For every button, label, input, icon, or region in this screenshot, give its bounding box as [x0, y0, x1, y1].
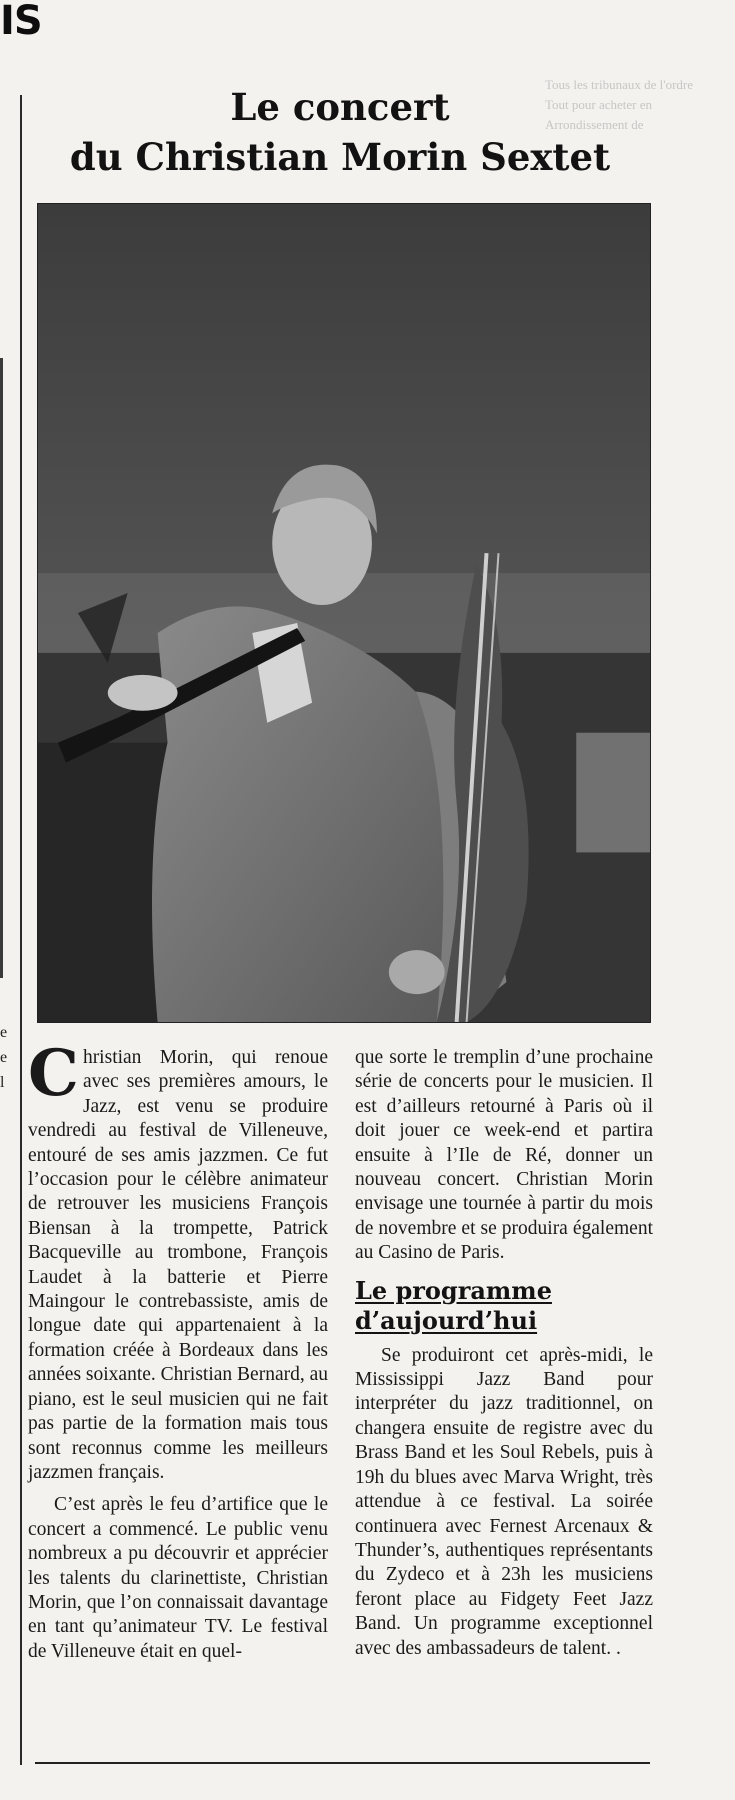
bleed-line: Tous les tribunaux de l'ordre: [545, 77, 694, 92]
margin-letter: l: [0, 1074, 5, 1091]
paragraph-text: hristian Morin, qui renoue avec ses premières amours, le Jazz, est venu se produire vendredi au festival de Villeneuve, entouré de ses amis jazzmen. Ce fut l’occasion pour le célèbre animateur de retrouver les musiciens François Biensan à la trompette, Patrick Bacqueville au trombone, François Laudet à la batterie et Pierre Maingour le contrebassiste, amis de longue date qui appartenaient à la formation créée à Bordeaux dans les années soixante. Christian Bernard, au piano, est le seul musicien qui ne fait pas partie de la formation mais tous sont reconnus comme les meilleurs jazzmen français.: [28, 1047, 328, 1483]
article-paragraph: [28, 1036, 328, 1485]
bleed-line: Tout pour acheter en: [545, 97, 653, 112]
concert-photo-image: [38, 204, 650, 1022]
article-paragraph: que sorte le tremplin d’une prochaine série de concerts pour le musicien. Il est d’ailleurs retourné à Paris où il doit jouer ce week-end et partira ensuite à l’Ile de Ré, donner un nouveau concert. Christian Morin envisage une tournée à partir du mois de novembre et se produira également au Casino de Paris.: [355, 1047, 653, 1264]
headline-line-1: Le concert: [230, 85, 450, 129]
concert-photo: [37, 203, 651, 1023]
adjacent-article-edge: [0, 358, 3, 978]
subheading-line-2: d’aujourd’hui: [355, 1305, 538, 1335]
adjacent-column-letters: [0, 1020, 6, 1095]
bottom-rule: [35, 1762, 650, 1764]
page-corner-fragment: IS: [0, 0, 42, 42]
margin-letter: e: [0, 1049, 8, 1066]
margin-letter: e: [0, 1024, 8, 1041]
column-rule-left: [20, 95, 22, 1765]
article-paragraph: C’est après le feu d’artifice que le concert a commencé. Le public venu nombreux a pu découvrir et apprécier les talents du clarinettiste, Christian Morin, que l’on connaissait davantage en tant qu’animateur TV. Le festival de Villeneuve était en quel-: [28, 1494, 328, 1662]
subheading-line-1: Le programme: [355, 1275, 552, 1305]
article-headline: [40, 82, 640, 182]
program-subheading: [355, 1276, 653, 1336]
program-paragraph: Se produiront cet après-midi, le Mississippi Jazz Band pour interpréter du jazz traditionnel, on changera ensuite de registre avec du Brass Band et les Soul Rebels, puis à 19h du blues avec Marva Wright, très attendue à ce festival. La soirée continuera avec Fernest Arcenaux & Thunder’s, authentiques représentants du Zydeco et à 23h les musiciens feront place au Fidgety Feet Jazz Band. Un programme exceptionnel avec des ambassadeurs de talent. .: [355, 1344, 653, 1659]
article-column-right: [355, 1046, 653, 1661]
article-column-left: [28, 1036, 328, 1664]
headline-line-2: du Christian Morin Sextet: [69, 135, 611, 179]
drop-cap: C: [28, 1036, 79, 1111]
bleed-line: Arrondissement de: [545, 117, 644, 132]
